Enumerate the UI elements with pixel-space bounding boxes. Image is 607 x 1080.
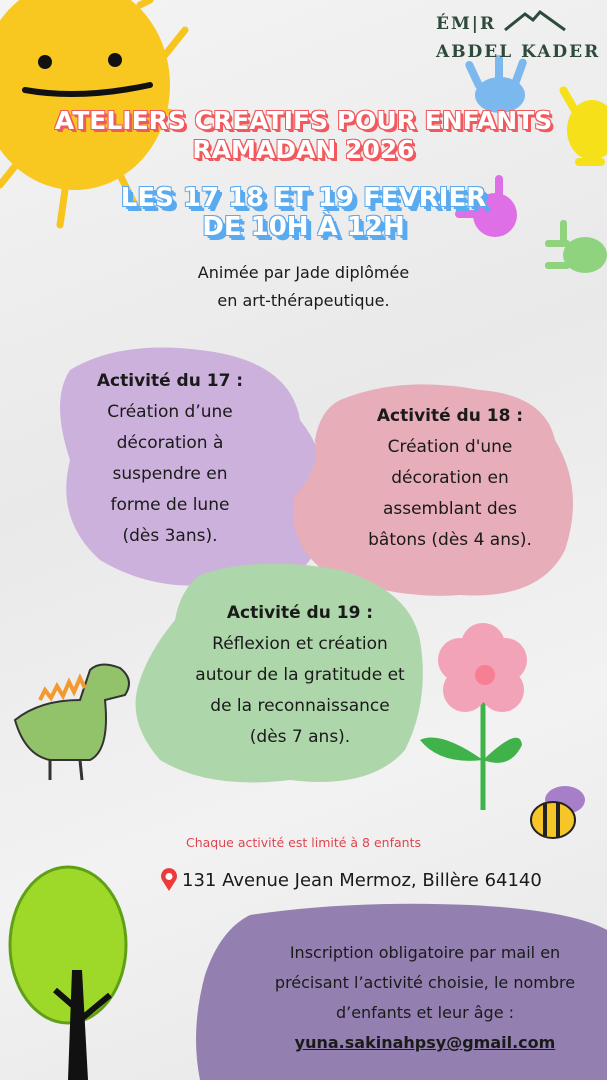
registration-line: précisant l’activité choisie, le nombre (274, 973, 576, 992)
logo-line1: ÉM|R (436, 14, 497, 34)
dates-line1: LES 17 18 ET 19 FEVRIER (120, 183, 487, 213)
flower-illustration (420, 623, 527, 810)
activity-line: (dès 7 ans). (249, 727, 351, 747)
address (160, 868, 542, 892)
tree-illustration (10, 867, 126, 1080)
activity-line: Création d'une (387, 437, 513, 457)
activity-line: suspendre en (112, 464, 228, 484)
location-pin-icon (160, 868, 178, 892)
bee-illustration (531, 786, 585, 838)
activity-heading: Activité du 19 : (226, 603, 374, 623)
dinosaur-illustration (15, 664, 129, 780)
poster-title (0, 106, 607, 164)
address-text: 131 Avenue Jean Mermoz, Billère 64140 (182, 869, 542, 891)
dates-line2: DE 10H À 12H (202, 212, 405, 242)
activity-line: de la reconnaissance (210, 696, 390, 716)
email-link[interactable]: yuna.sakinahpsy@gmail.com (294, 1033, 556, 1052)
registration-line: Inscription obligatoire par mail en (289, 943, 561, 962)
activity-19 (170, 598, 430, 753)
activity-line: forme de lune (110, 495, 230, 515)
activity-line: (dès 3ans). (122, 526, 218, 546)
title-line1: ATELIERS CREATIFS POUR ENFANTS (54, 106, 553, 135)
activity-heading: Activité du 17 : (96, 371, 244, 391)
animator-info (0, 259, 607, 315)
activity-17 (70, 366, 270, 552)
activity-heading: Activité du 18 : (376, 406, 524, 426)
activity-18 (340, 401, 560, 556)
activity-line: Création d’une (107, 402, 233, 422)
activity-line: décoration à (116, 433, 224, 453)
activity-line: autour de la gratitude et (195, 665, 405, 685)
logo-line2: ABDEL KADER (436, 42, 601, 62)
registration-line: d’enfants et leur âge : (335, 1003, 515, 1022)
registration-info (250, 938, 600, 1058)
activity-line: assemblant des (382, 499, 518, 519)
animator-line1: Animée par Jade diplômée (197, 263, 410, 282)
activity-line: Réflexion et création (212, 634, 388, 654)
activity-line: décoration en (391, 468, 509, 488)
activity-line: bâtons (dès 4 ans). (368, 530, 532, 550)
animator-line2: en art-thérapeutique. (217, 291, 390, 310)
event-dates (0, 184, 607, 242)
participant-limit: Chaque activité est limité à 8 enfants (186, 835, 421, 850)
title-line2: RAMADAN 2026 (192, 135, 415, 164)
organization-logo (436, 10, 600, 66)
